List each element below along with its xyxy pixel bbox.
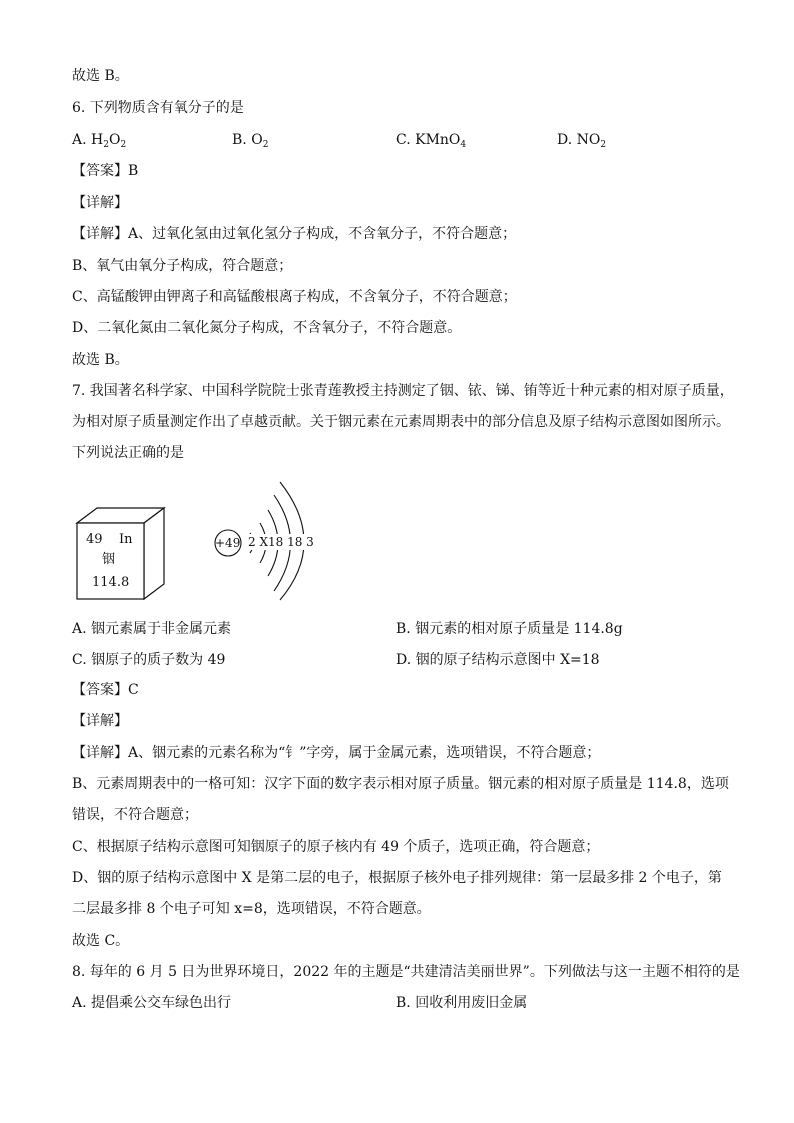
q7-option-a: A. 铟元素属于非金属元素 bbox=[72, 621, 232, 637]
text-line: 故选 B。 bbox=[72, 68, 129, 84]
q7-option-c: C. 铟原子的质子数为 49 bbox=[72, 652, 226, 668]
electron-counts: 2 X18 18 3 bbox=[248, 535, 314, 549]
detail-heading-6: 【详解】 bbox=[72, 195, 128, 211]
atomic-number: 49 bbox=[86, 532, 103, 547]
q7-option-b: B. 铟元素的相对原子质量是 114.8g bbox=[396, 621, 623, 637]
detail-heading-7: 【详解】 bbox=[72, 713, 128, 729]
q6-option-b: B. $O_2$ bbox=[232, 132, 269, 150]
answer-7: 【答案】C bbox=[72, 682, 139, 698]
answer-6: 【答案】B bbox=[72, 163, 139, 179]
element-symbol: In bbox=[119, 532, 133, 547]
question-7-line-2: 为相对原子质量测定作出了卓越贡献。关于铟元素在元素周期表中的部分信息及原子结构示意图如图所示。 bbox=[72, 414, 730, 430]
detail-7b-line-1: B、元素周期表中的一格可知：汉字下面的数字表示相对原子质量。铟元素的相对原子质量是 114.8，选项 bbox=[72, 776, 729, 792]
detail-6b: B、氧气由氧分子构成，符合题意； bbox=[72, 258, 293, 274]
question-7-line-1: 7. 我国著名科学家、中国科学院院士张青莲教授主持测定了铟、铱、锑、铕等近十种元素的相对原子质量， bbox=[72, 383, 734, 399]
detail-6c: C、高锰酸钾由钾离子和高锰酸根离子构成，不含氧分子，不符合题意； bbox=[72, 289, 517, 305]
indium-figure bbox=[72, 478, 332, 603]
q6-option-d: D. $NO_2$ bbox=[557, 132, 607, 150]
question-7-line-3: 下列说法正确的是 bbox=[72, 445, 184, 461]
detail-7d-line-2: 二层最多排 8 个电子可知 x=8，选项错误，不符合题意。 bbox=[72, 901, 431, 917]
question-8: 8. 每年的 6 月 5 日为世界环境日，2022 年的主题是“共建清洁美丽世界”。下列做法与这一主题不相符的是 bbox=[72, 964, 740, 980]
q7-option-d: D. 铟的原子结构示意图中 X=18 bbox=[396, 652, 600, 668]
q8-option-a: A. 提倡乘公交车绿色出行 bbox=[72, 995, 232, 1011]
detail-6d: D、二氧化氮由二氧化氮分子构成，不含氧分子，不符合题意。 bbox=[72, 320, 462, 336]
q6-option-c: C. KMnO$_4$ bbox=[396, 132, 467, 150]
atomic-mass: 114.8 bbox=[92, 575, 130, 590]
q6-option-a: A. $H_2O_2$ bbox=[72, 132, 127, 150]
detail-7c: C、根据原子结构示意图可知铟原子的原子核内有 49 个质子，选项正确，符合题意； bbox=[72, 839, 600, 855]
question-6: 6. 下列物质含有氧分子的是 bbox=[72, 100, 244, 116]
element-name: 铟 bbox=[102, 552, 116, 567]
detail-7a: 【详解】A、铟元素的元素名称为“钅”字旁，属于金属元素，选项错误，不符合题意； bbox=[72, 745, 601, 761]
detail-6a: 【详解】A、过氧化氢由过氧化氢分子构成，不含氧分子，不符合题意； bbox=[72, 226, 517, 242]
detail-7b-line-2: 错误，不符合题意； bbox=[72, 807, 198, 823]
conclusion-6: 故选 B。 bbox=[72, 352, 129, 368]
q8-option-b: B. 回收利用废旧金属 bbox=[396, 995, 528, 1011]
nucleus-charge: +49 bbox=[215, 536, 241, 550]
conclusion-7: 故选 C。 bbox=[72, 933, 130, 949]
detail-7d-line-1: D、铟的原子结构示意图中 X 是第二层的电子，根据原子核外电子排列规律：第一层最多排 2 个电子，第 bbox=[72, 870, 722, 886]
